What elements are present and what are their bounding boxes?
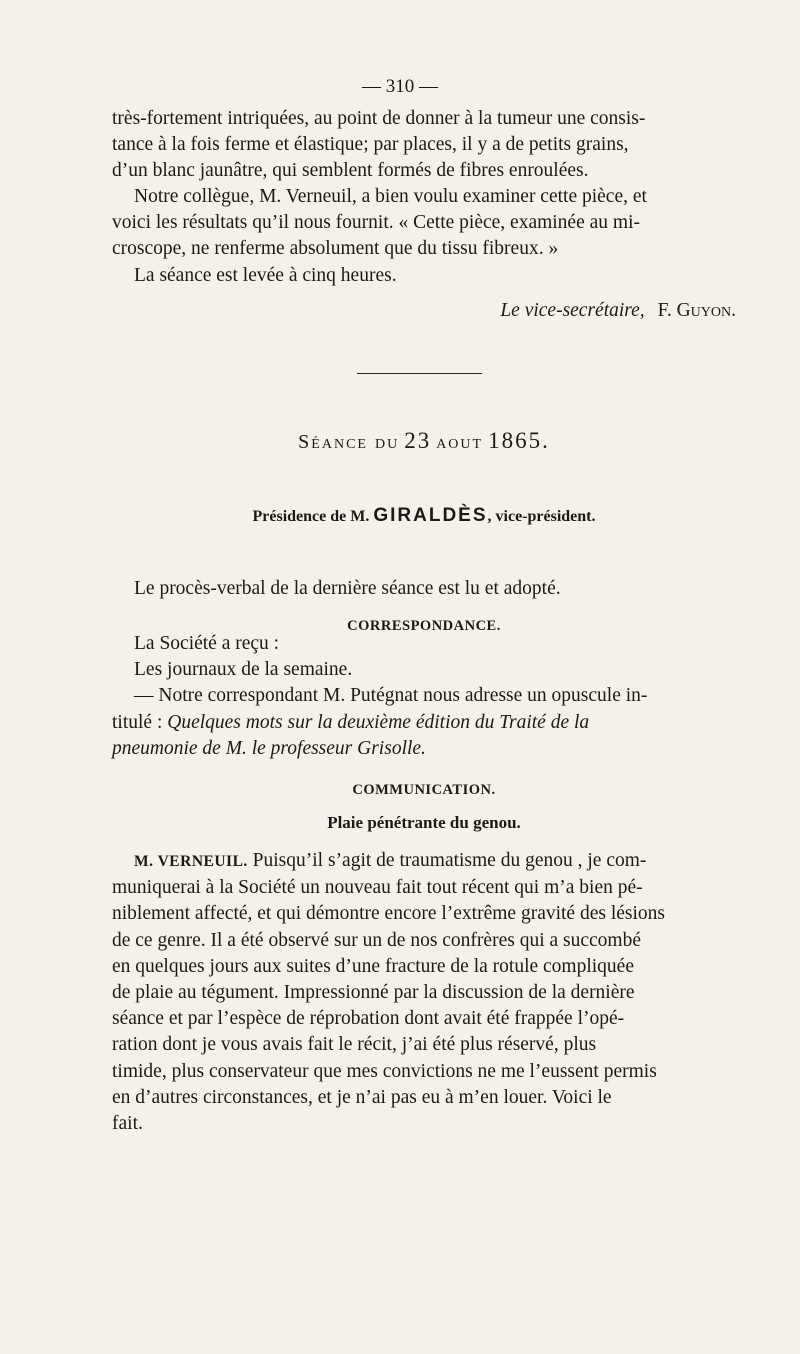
- paragraph-tumor-description: [112, 106, 736, 185]
- text-line: très-fortement intriquées, au point de donner à la tumeur une consis-: [112, 108, 646, 129]
- text-line: fait.: [112, 1113, 143, 1135]
- text-line: en d’autres circonstances, et je n’ai pas eu à m’en louer. Voici le: [112, 1086, 612, 1108]
- text-line: M. VERNEUIL. Puisqu’il s’agit de traumatisme du genou , je com-: [134, 850, 647, 871]
- text-line: titulé : Quelques mots sur la deuxième édition du Traité de la: [112, 711, 590, 733]
- text-line: croscope, ne renferme absolument que du tissu fibreux. »: [112, 238, 559, 260]
- text-line: voici les résultats qu’il nous fournit. « Cette pièce, examinée au mi-: [112, 212, 640, 234]
- paragraph-verneuil-communication: [112, 848, 736, 1137]
- seance-day: 23: [404, 428, 432, 453]
- text-line: Le procès-verbal de la dernière séance est lu et adopté.: [134, 578, 561, 599]
- opuscule-title: Quelques mots sur la deuxième édition du Traité de la: [167, 711, 590, 733]
- section-divider: [357, 373, 482, 374]
- correspondance-heading: CORRESPONDANCE.: [347, 618, 501, 634]
- text-line: ration dont je vous avais fait le récit, j’ai été plus réservé, plus: [112, 1034, 597, 1056]
- text-line: — Notre correspondant M. Putégnat nous adresse un opuscule in-: [134, 685, 648, 707]
- text-line: La Société a reçu :: [134, 633, 280, 654]
- seance-word: Séance du: [298, 431, 400, 453]
- text-line: niblement affecté, et qui démontre encore l’extrême gravité des lésions: [112, 903, 665, 925]
- communication-heading: COMMUNICATION.: [352, 782, 496, 798]
- paragraph-session-closed: [112, 263, 736, 289]
- communication-title: Plaie pénétrante du genou.: [327, 813, 521, 832]
- text-line: muniquerai à la Société un nouveau fait tout récent qui m’a bien pé-: [112, 877, 643, 899]
- seance-year: 1865.: [488, 428, 550, 453]
- text-line: Notre collègue, M. Verneuil, a bien voulu examiner cette pièce, et: [134, 186, 647, 207]
- text-line: [112, 736, 736, 762]
- page-number: — 310 —: [362, 76, 438, 97]
- text-line: La séance est levée à cinq heures.: [134, 265, 397, 286]
- opuscule-title-cont: pneumonie de M. le professeur Grisolle.: [112, 737, 426, 759]
- paragraph-proces-verbal: [112, 576, 736, 602]
- text-line: timide, plus conservateur que mes convictions ne me l’eussent permis: [112, 1060, 657, 1082]
- text-line: séance et par l’espèce de réprobation dont avait été frappée l’opé-: [112, 1008, 625, 1030]
- text-line: tance à la fois ferme et élastique; par places, il y a de petits grains,: [112, 134, 629, 156]
- presidence-line: [112, 503, 736, 530]
- correspondance-section: [112, 631, 736, 762]
- signature: [112, 298, 780, 324]
- text-line: d’un blanc jaunâtre, qui semblent formés de fibres enroulées.: [112, 160, 589, 182]
- text-line: de ce genre. Il a été observé sur un de nos confrères qui a succombé: [112, 929, 641, 951]
- signature-name: F. Guyon.: [657, 300, 736, 321]
- seance-heading: [112, 428, 736, 455]
- presidence-prefix: Présidence de M.: [252, 508, 370, 525]
- seance-month: aout: [436, 431, 484, 453]
- signature-role: Le vice-secrétaire,: [500, 300, 645, 321]
- president-name: GIRALDÈS: [373, 505, 488, 526]
- text-line: en quelques jours aux suites d’une fracture de la rotule compliquée: [112, 955, 634, 977]
- paragraph-verneuil-examination: [112, 184, 736, 263]
- presidence-suffix: , vice-président.: [487, 508, 596, 525]
- text-line: Les journaux de la semaine.: [134, 659, 353, 681]
- speaker-name: M. VERNEUIL.: [134, 853, 248, 870]
- text-line: de plaie au tégument. Impressionné par la discussion de la dernière: [112, 982, 635, 1004]
